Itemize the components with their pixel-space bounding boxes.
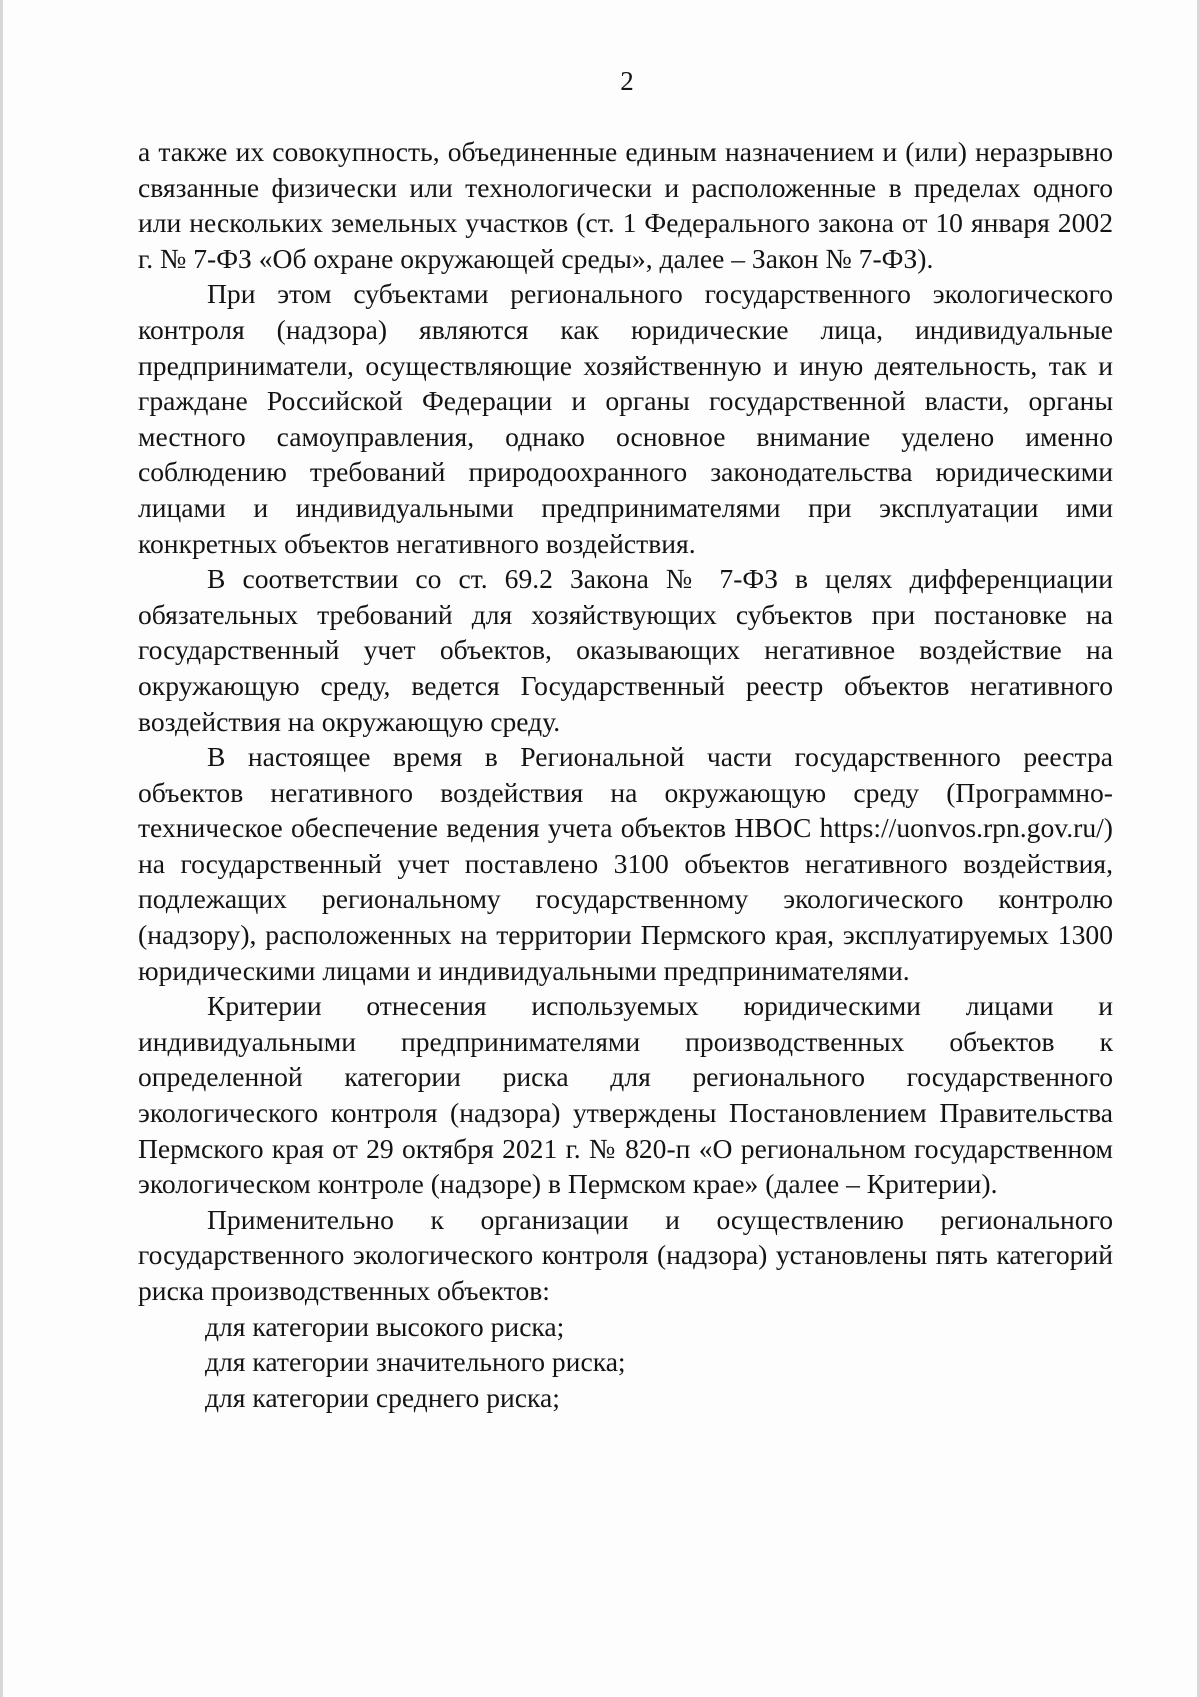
paragraph-risk-categories-intro: Применительно к организации и осуществлению регионального государственного экологического контроля (надзора) установлены пять категорий риска производственных объектов: <box>138 1203 1113 1306</box>
paragraph-control-subjects: При этом субъектами регионального государственного экологического контроля (надзора) являются как юридические лица, индивидуальные предприниматели, осуществляющие хозяйственную и иную деятельность, так и граждане Российской Федерации и органы государственной власти, органы местного самоуправления, однако основное внимание уделено именно соблюдению требований природоохранного законодательства юридическими лицами и индивидуальными предпринимателями при эксплуатации ими конкретных объектов негативного воздействия. <box>138 278 1113 559</box>
document-body <box>138 134 1113 1415</box>
paragraph-state-register: В соответствии со ст. 69.2 Закона № 7-ФЗ в целях дифференциации обязательных требований для хозяйствующих субъектов при постановке на государственный учет объектов, оказывающих негативное воздействие на окружающую среду, ведется Государственный реестр объектов негативного воздействия на окружающую среду. <box>138 563 1113 737</box>
list-item-significant-risk: для категории значительного риска; <box>205 1346 626 1378</box>
scan-edge-left <box>0 0 3 1697</box>
paragraph-risk-criteria: Критерии отнесения используемых юридическими лицами и индивидуальными предпринимателями производственных объектов к определенной категории риска для регионального государственного экологического контроля (надзора) утверждены Постановлением Правительства Пермского края от 29 октября 2021 г. № 820-п «О региональном государственном экологическом контроле (надзоре) в Пермском крае» (далее – Критерии). <box>138 990 1113 1200</box>
list-item-medium-risk: для категории среднего риска; <box>205 1381 560 1413</box>
paragraph-regional-register: В настоящее время в Региональной части государственного реестра объектов негативного воздействия на окружающую среду (Программно-техническое обеспечение ведения учета объектов НВОС https://uonvos.rpn.gov.ru/) на государственный учет поставлено 3100 объектов негативного воздействия, подлежащих региональному государственному экологического контролю (надзору), расположенных на территории Пермского края, эксплуатируемых 1300 юридическими лицами и индивидуальными предпринимателями. <box>138 741 1113 986</box>
list-item-high-risk: для категории высокого риска; <box>205 1310 565 1342</box>
page-number: 2 <box>620 66 634 96</box>
paragraph-continuation: а также их совокупность, объединенные единым назначением и (или) неразрывно связанные физически или технологически и расположенные в пределах одного или нескольких земельных участков (ст. 1 Федерального закона от 10 января 2002 г. № 7-ФЗ «Об охране окружающей среды», далее – Закон № 7-ФЗ). <box>138 136 1113 274</box>
